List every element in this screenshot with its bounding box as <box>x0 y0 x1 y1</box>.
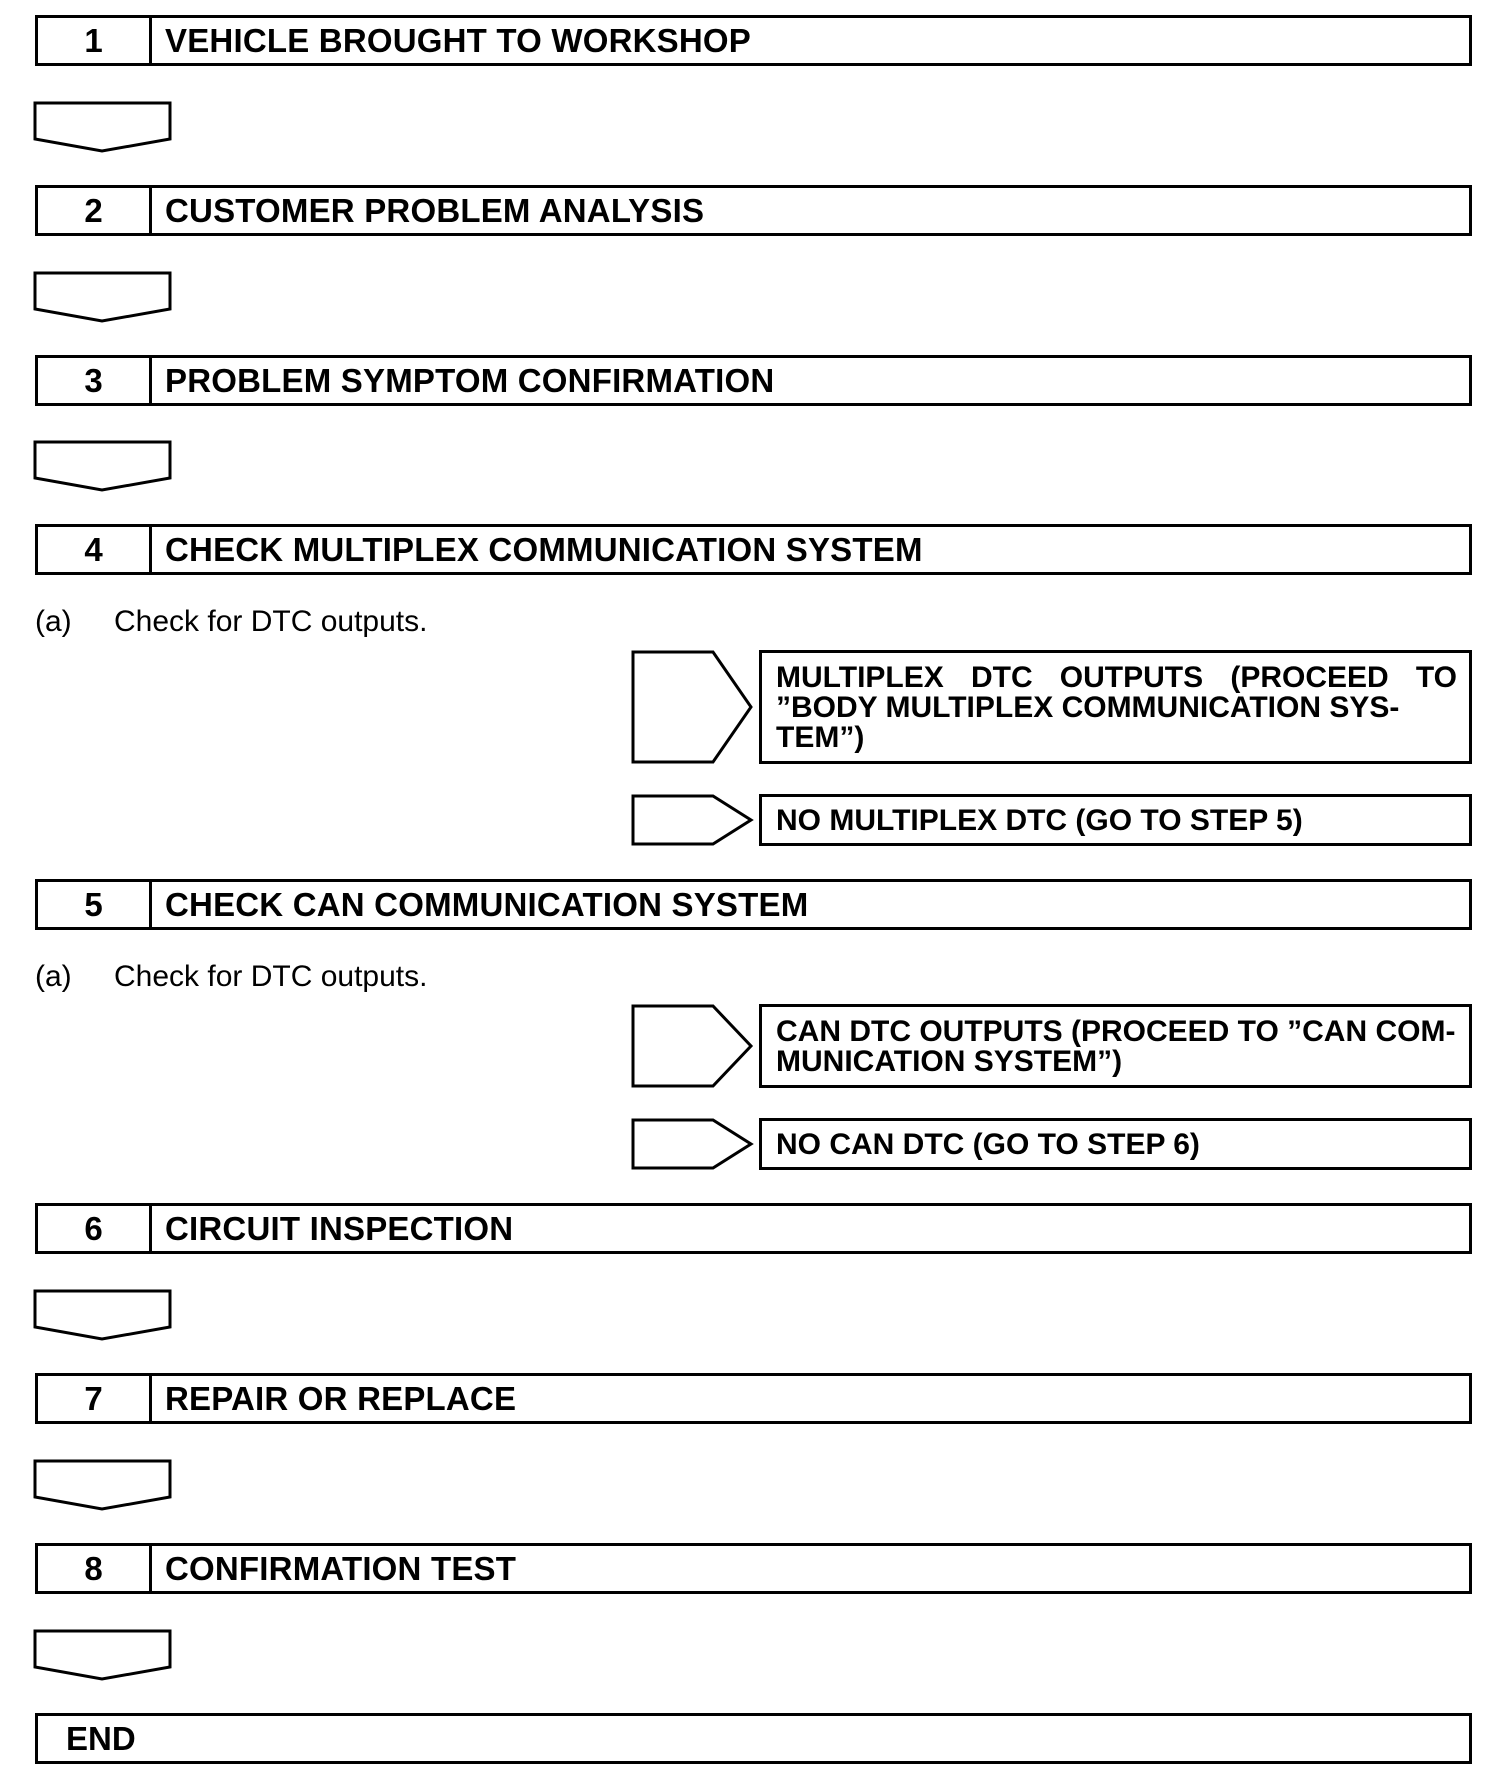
result-text: CAN DTC OUTPUTS (PROCEED TO ”CAN COM- <box>776 1014 1456 1048</box>
result-text-tail: MUNICATION SYSTEM”) <box>776 1044 1123 1078</box>
sub-step-marker: (a) <box>35 605 72 638</box>
step-number: 5 <box>38 882 152 927</box>
down-arrow-icon <box>33 271 173 323</box>
result-arrow-icon <box>631 1004 755 1088</box>
step-title: CIRCUIT INSPECTION <box>165 1209 514 1247</box>
step-6-box <box>35 1203 1472 1254</box>
result-arrow-icon <box>631 794 755 846</box>
step-title: PROBLEM SYMPTOM CONFIRMATION <box>165 361 775 399</box>
step-title: CHECK MULTIPLEX COMMUNICATION SYSTEM <box>165 530 923 568</box>
step-number: 1 <box>38 18 152 63</box>
end-box: END <box>35 1713 1472 1764</box>
step-1-box <box>35 15 1472 66</box>
result-no-can-dtc <box>759 1118 1472 1170</box>
step-number: 6 <box>38 1206 152 1251</box>
sub-step <box>35 605 427 639</box>
sub-step <box>35 960 427 994</box>
result-multiplex-dtc-outputs <box>759 650 1472 764</box>
step-3-box <box>35 355 1472 406</box>
result-no-multiplex-dtc <box>759 794 1472 846</box>
step-2-box <box>35 185 1472 236</box>
down-arrow-icon <box>33 1629 173 1681</box>
step-number: 2 <box>38 188 152 233</box>
step-title: VEHICLE BROUGHT TO WORKSHOP <box>165 21 751 59</box>
step-4-box <box>35 524 1472 575</box>
step-7-box <box>35 1373 1472 1424</box>
result-arrow-icon <box>631 1118 755 1170</box>
step-8-box <box>35 1543 1472 1594</box>
down-arrow-icon <box>33 1459 173 1511</box>
step-number: 8 <box>38 1546 152 1591</box>
result-text: NO CAN DTC (GO TO STEP 6) <box>776 1127 1200 1161</box>
sub-step-text: Check for DTC outputs. <box>114 960 428 993</box>
step-number: 4 <box>38 527 152 572</box>
step-title: CUSTOMER PROBLEM ANALYSIS <box>165 191 705 229</box>
step-title: CHECK CAN COMMUNICATION SYSTEM <box>165 885 809 923</box>
step-title: REPAIR OR REPLACE <box>165 1379 517 1417</box>
step-number: 7 <box>38 1376 152 1421</box>
step-number: 3 <box>38 358 152 403</box>
result-text: MULTIPLEX DTC OUTPUTS (PROCEED TO ”BODY MULTIPLEX COMMUNICATION SYS- <box>776 660 1457 724</box>
result-arrow-icon <box>631 650 755 764</box>
result-can-dtc-outputs <box>759 1004 1472 1088</box>
result-text-tail: TEM”) <box>776 720 865 754</box>
step-title: CONFIRMATION TEST <box>165 1549 517 1587</box>
step-5-box <box>35 879 1472 930</box>
down-arrow-icon <box>33 101 173 153</box>
down-arrow-icon <box>33 440 173 492</box>
down-arrow-icon <box>33 1289 173 1341</box>
sub-step-marker: (a) <box>35 960 72 993</box>
result-text: NO MULTIPLEX DTC (GO TO STEP 5) <box>776 803 1303 837</box>
sub-step-text: Check for DTC outputs. <box>114 605 428 638</box>
